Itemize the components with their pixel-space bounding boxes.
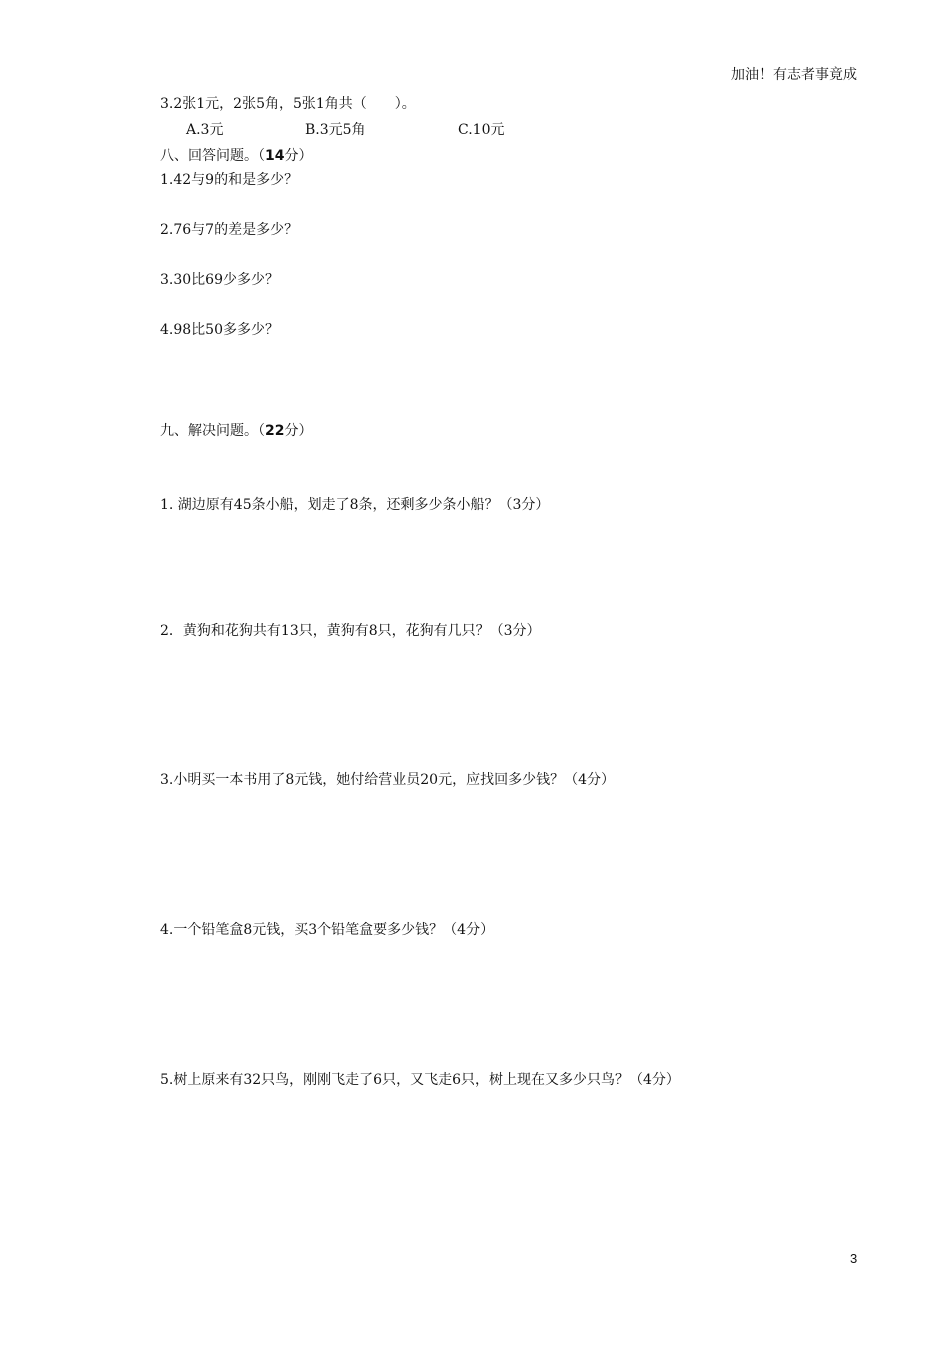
section-9-problem-4: 4.一个铅笔盒8元钱，买3个铅笔盒要多少钱？（4分） [160, 922, 495, 938]
page-number: 3 [850, 1251, 858, 1266]
section-8-title-suffix: 分） [284, 148, 313, 164]
section-9-title-prefix: 九、解决问题。（ [160, 423, 265, 439]
section-9-title [160, 421, 312, 441]
section-8-question-1: 1.42与9的和是多少？ [160, 172, 299, 188]
section-9-problem-3: 3.小明买一本书用了8元钱，她付给营业员20元，应找回多少钱？（4分） [160, 772, 615, 788]
choice-option-c: C.10元 [458, 122, 505, 138]
section-8-question-2: 2.76与7的差是多少？ [160, 222, 299, 238]
section-8-question-3: 3.30比69少多少？ [160, 272, 279, 288]
section-8-points: 14 [265, 148, 285, 164]
section-9-points: 22 [265, 423, 285, 439]
choice-question-stem: 3.2张1元，2张5角，5张1角共（ ）。 [160, 96, 416, 112]
section-9-problem-2: 2．黄狗和花狗共有13只，黄狗有8只，花狗有几只？（3分） [160, 623, 541, 639]
section-8-title-prefix: 八、回答问题。（ [160, 148, 265, 164]
section-9-problem-5: 5.树上原来有32只鸟，刚刚飞走了6只，又飞走6只，树上现在又多少只鸟？（4分） [160, 1072, 680, 1088]
section-8-question-4: 4.98比50多多少？ [160, 322, 279, 338]
section-9-title-suffix: 分） [284, 423, 313, 439]
choice-option-b: B.3元5角 [305, 122, 366, 138]
section-9-problem-1: 1. 湖边原有45条小船，划走了8条，还剩多少条小船？（3分） [160, 497, 550, 513]
header-motto: 加油！有志者事竟成 [731, 67, 857, 83]
choice-option-a: A.3元 [186, 122, 224, 138]
section-8-title [160, 146, 312, 166]
